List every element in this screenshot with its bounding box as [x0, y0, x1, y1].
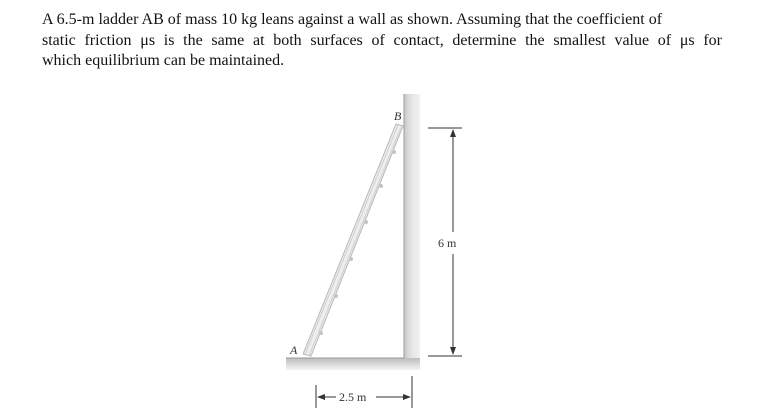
base-label: 2.5 m — [339, 390, 367, 404]
point-a-label: A — [290, 343, 298, 357]
problem-line-3: which equilibrium can be maintained. — [42, 52, 285, 69]
problem-line-2: static friction μs is the same at both surfaces of contact, determine the smallest value of μs for — [42, 31, 722, 49]
ladder — [303, 124, 403, 356]
problem-line-1: A 6.5-m ladder AB of mass 10 kg leans against a wall as shown. Assuming that the coefficient of — [42, 11, 663, 28]
arrow-down-icon — [450, 347, 456, 355]
arrow-up-icon — [450, 129, 456, 137]
wall — [404, 94, 420, 364]
arrow-left-icon — [317, 394, 325, 400]
arrow-right-icon — [403, 394, 411, 400]
height-label: 6 m — [438, 236, 457, 250]
point-b-label: B — [394, 109, 402, 123]
floor — [286, 358, 420, 370]
